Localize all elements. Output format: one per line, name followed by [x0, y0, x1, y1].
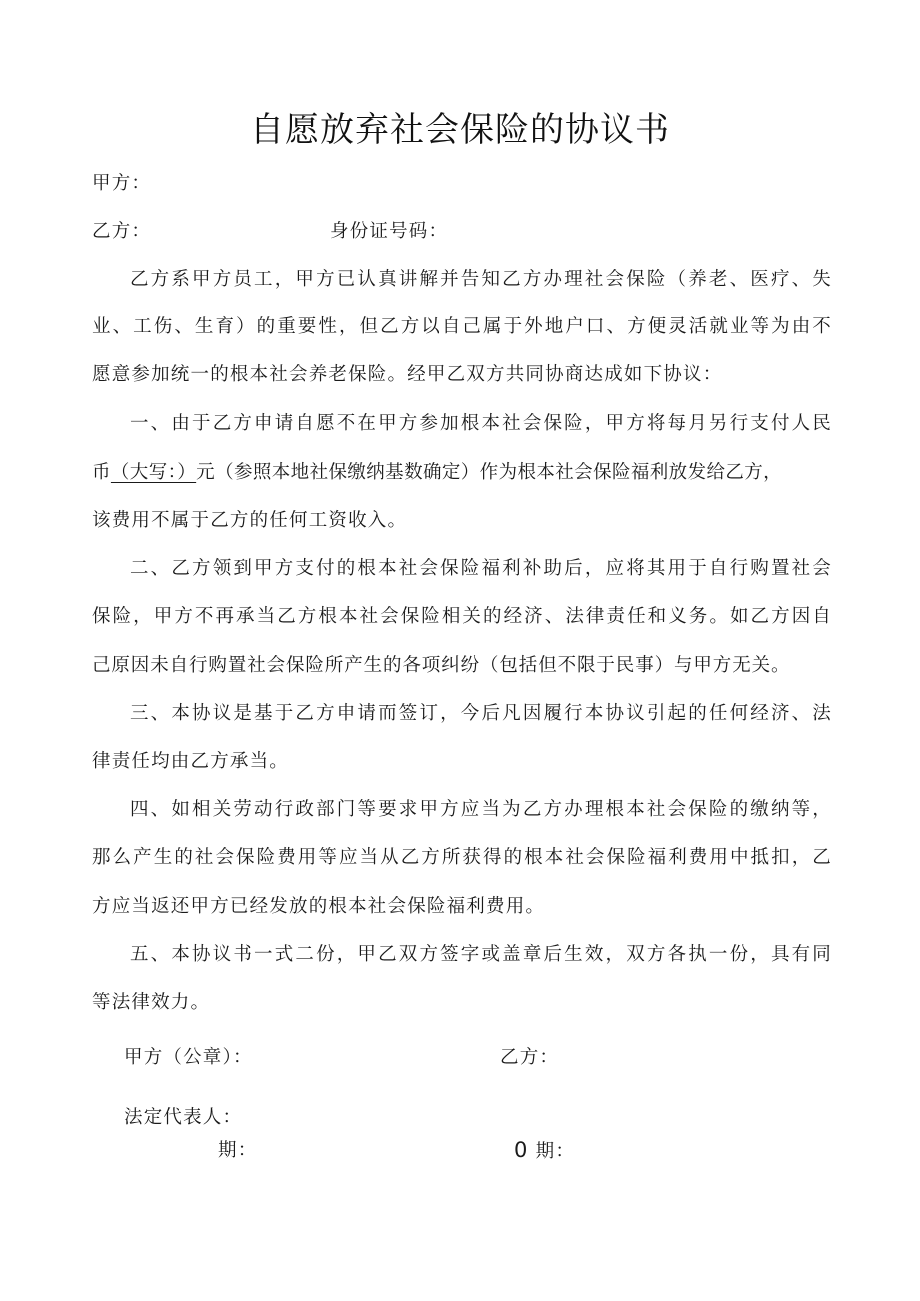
date-right-zero: 0 — [514, 1138, 529, 1162]
clause-2-line-3: 己原因未自行购置社会保险所产生的各项纠纷（包括但不限于民事）与甲方无关。 — [92, 655, 791, 676]
clause-1-amount-blank: （大写：） — [110, 462, 197, 483]
date-left-label: 期： — [218, 1140, 258, 1161]
intro-line-2: 业、工伤、生育）的重要性，但乙方以自己属于外地户口、方便灵活就业等为由不 — [92, 316, 832, 337]
clause-3-line-2: 律责任均由乙方承当。 — [92, 751, 290, 772]
intro-line-1: 乙方系甲方员工，甲方已认真讲解并告知乙方办理社会保险（养老、医疗、失 — [130, 269, 832, 290]
clause-3-line-1: 三、本协议是基于乙方申请而签订，今后凡因履行本协议引起的任何经济、法 — [130, 703, 832, 724]
party-a-label: 甲方： — [92, 173, 152, 194]
clause-2-line-2: 保险，甲方不再承当乙方根本社会保险相关的经济、法律责任和义务。如乙方因自 — [92, 606, 832, 627]
clause-1-line-2-suffix: 元（参照本地社保缴纳基数确定）作为根本社会保险福利放发给乙方， — [196, 462, 783, 483]
date-right-text: 期： — [535, 1141, 576, 1162]
legal-representative-label: 法定代表人： — [124, 1107, 243, 1128]
date-right-label — [514, 1138, 575, 1164]
clause-1-line-2 — [92, 461, 832, 485]
intro-line-3: 愿意参加统一的根本社会养老保险。经甲乙双方共同协商达成如下协议： — [92, 364, 723, 385]
clause-4-line-1: 四、如相关劳动行政部门等要求甲方应当为乙方办理根本社会保险的缴纳等， — [130, 799, 832, 820]
id-number-label: 身份证号码： — [330, 221, 449, 242]
clause-2-line-1: 二、乙方领到甲方支付的根本社会保险福利补助后，应将其用于自行购置社会 — [130, 558, 832, 579]
document-title: 自愿放弃社会保险的协议书 — [250, 110, 670, 150]
clause-4-line-3: 方应当返还甲方已经发放的根本社会保险福利费用。 — [92, 896, 546, 917]
clause-5-line-1: 五、本协议书一式二份，甲乙双方签字或盖章后生效，双方各执一份，具有同 — [130, 944, 832, 965]
clause-1-line-1: 一、由于乙方申请自愿不在甲方参加根本社会保险，甲方将每月另行支付人民 — [130, 413, 832, 434]
clause-1-currency-prefix: 币 — [92, 462, 111, 483]
party-b-signature-label: 乙方： — [500, 1047, 560, 1068]
clause-4-line-2: 那么产生的社会保险费用等应当从乙方所获得的根本社会保险福利费用中抵扣，乙 — [92, 847, 832, 868]
clause-1-line-3: 该费用不属于乙方的任何工资收入。 — [92, 510, 408, 531]
party-a-seal-label: 甲方（公章）： — [124, 1047, 253, 1068]
party-b-label: 乙方： — [92, 221, 152, 242]
clause-5-line-2: 等法律效力。 — [92, 992, 211, 1013]
